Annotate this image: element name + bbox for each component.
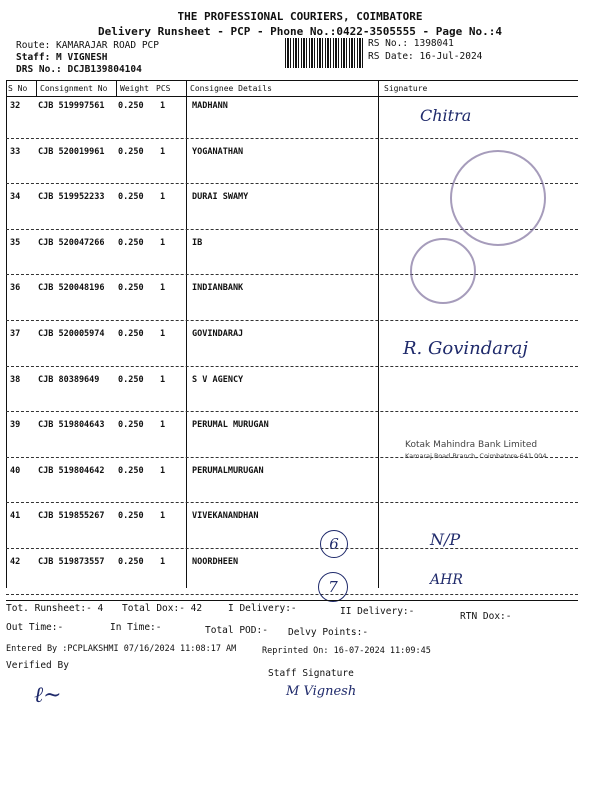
row-weight: 0.250	[118, 374, 144, 385]
row-consignment: CJB 519873557	[38, 557, 105, 567]
barcode-image	[285, 38, 363, 68]
row-sno: 33	[10, 146, 21, 157]
row-sno: 41	[10, 511, 21, 522]
row-consignee: INDIANBANK	[192, 283, 244, 294]
runsheet-subtitle: Delivery Runsheet - PCP - Phone No.:0422-3505555 - Page No.:4	[98, 25, 502, 38]
table-left-border	[6, 80, 7, 588]
row-consignee: IB	[192, 237, 203, 248]
table-top-rule	[6, 80, 578, 81]
bank-stamp-line2: Kamaraj Road Branch, Coimbatore-641 004	[405, 452, 547, 460]
out-time: Out Time:-	[6, 622, 64, 633]
verified-by: Verified By	[6, 660, 69, 671]
col-sno: S No	[8, 84, 28, 93]
col-divider	[116, 80, 117, 96]
row-sno: 38	[10, 374, 21, 385]
col-consignment: Consignment No	[40, 84, 108, 93]
col-weight: Weight	[120, 84, 149, 93]
row-sno: 42	[10, 557, 21, 567]
row-consignment: CJB 519997561	[38, 101, 105, 111]
ii-delivery: II Delivery:-	[340, 606, 415, 617]
rtn-dox: RTN Dox:-	[460, 611, 512, 622]
row-sno: 37	[10, 329, 21, 339]
bank-stamp-round	[410, 238, 476, 304]
company-title: THE PROFESSIONAL COURIERS, COIMBATORE	[177, 10, 423, 23]
signature-row-37: R. Govindaraj	[403, 338, 528, 359]
col-divider	[378, 80, 379, 588]
row-sno: 35	[10, 237, 21, 248]
row-consignee: VIVEKANANDHAN	[192, 511, 259, 522]
row-consignee: NOORDHEEN	[192, 557, 239, 567]
row-separator	[6, 366, 578, 367]
row-weight: 0.250	[118, 329, 144, 339]
row-consignee: DURAI SWAMY	[192, 192, 249, 203]
row-pcs: 1	[160, 146, 166, 157]
bank-stamp-line1: Kotak Mahindra Bank Limited	[405, 440, 538, 450]
row-pcs: 1	[160, 101, 166, 111]
handwritten-mark-41: 6	[320, 530, 348, 558]
row-pcs: 1	[160, 237, 166, 248]
row-sno: 39	[10, 420, 21, 431]
row-weight: 0.250	[118, 192, 144, 203]
total-pod: Total POD:-	[205, 625, 268, 636]
row-separator	[6, 548, 578, 549]
row-sno: 36	[10, 283, 21, 294]
row-pcs: 1	[160, 557, 166, 567]
table-header-rule	[6, 96, 578, 97]
row-separator	[6, 274, 578, 275]
row-pcs: 1	[160, 329, 166, 339]
row-sno: 40	[10, 465, 21, 476]
verified-signature-scribble: ℓ~	[34, 683, 62, 708]
row-consignment: CJB 80389649	[38, 374, 100, 385]
in-time: In Time:-	[110, 622, 162, 633]
row-weight: 0.250	[118, 101, 144, 111]
signature-row-32: Chitra	[420, 106, 472, 125]
row-consignee: PERUMAL MURUGAN	[192, 420, 269, 431]
col-pcs: PCS	[156, 84, 171, 93]
row-weight: 0.250	[118, 146, 144, 157]
delvy-points: Delvy Points:-	[288, 627, 369, 638]
row-consignee: YOGANATHAN	[192, 146, 244, 157]
row-consignment: CJB 519952233	[38, 192, 105, 203]
row-pcs: 1	[160, 420, 166, 431]
rs-date: RS Date: 16-Jul-2024	[368, 51, 483, 62]
col-divider	[36, 80, 37, 96]
row-sno: 34	[10, 192, 21, 203]
row-pcs: 1	[160, 374, 166, 385]
row-consignment: CJB 520019961	[38, 146, 105, 157]
row-consignee: GOVINDARAJ	[192, 329, 244, 339]
col-divider	[186, 80, 187, 588]
row-consignment: CJB 519804642	[38, 465, 105, 476]
drs-number: DRS No.: DCJB139804104	[16, 64, 142, 75]
row-separator	[6, 320, 578, 321]
total-dox: Total Dox:- 42	[122, 603, 203, 614]
row-weight: 0.250	[118, 237, 144, 248]
col-consignee: Consignee Details	[190, 84, 272, 93]
staff-label: Staff: M VIGNESH	[16, 52, 108, 63]
row-separator	[6, 502, 578, 503]
staff-signature-label: Staff Signature	[268, 668, 354, 679]
entered-by: Entered By :PCPLAKSHMI 07/16/2024 11:08:17 AM	[6, 644, 237, 654]
rs-number: RS No.: 1398041	[368, 38, 454, 49]
signature-row-41: N/P	[430, 530, 461, 549]
route-label: Route: KAMARAJAR ROAD PCP	[16, 40, 159, 51]
row-consignee: S V AGENCY	[192, 374, 244, 385]
row-consignment: CJB 519804643	[38, 420, 105, 431]
row-consignment: CJB 520005974	[38, 329, 105, 339]
reprinted-on: Reprinted On: 16-07-2024 11:09:45	[262, 646, 431, 656]
row-consignee: PERUMALMURUGAN	[192, 465, 264, 476]
row-weight: 0.250	[118, 283, 144, 294]
row-weight: 0.250	[118, 557, 144, 567]
signature-row-42: AHR	[430, 572, 463, 588]
bank-stamp-round	[450, 150, 546, 246]
row-consignment: CJB 520048196	[38, 283, 105, 294]
row-pcs: 1	[160, 192, 166, 203]
row-weight: 0.250	[118, 511, 144, 522]
row-consignment: CJB 520047266	[38, 237, 105, 248]
row-weight: 0.250	[118, 465, 144, 476]
row-consignment: CJB 519855267	[38, 511, 105, 522]
row-pcs: 1	[160, 511, 166, 522]
tot-runsheet: Tot. Runsheet:- 4	[6, 603, 104, 614]
row-separator	[6, 138, 578, 139]
footer-top-rule	[6, 600, 578, 601]
row-consignee: MADHANN	[192, 101, 228, 111]
i-delivery: I Delivery:-	[228, 603, 297, 614]
row-separator	[6, 594, 578, 595]
row-weight: 0.250	[118, 420, 144, 431]
row-pcs: 1	[160, 465, 166, 476]
staff-signature: M Vignesh	[286, 684, 357, 699]
row-sno: 32	[10, 101, 21, 111]
col-signature: Signature	[384, 84, 428, 93]
row-pcs: 1	[160, 283, 166, 294]
row-separator	[6, 411, 578, 412]
handwritten-mark-42: 7	[318, 572, 348, 602]
